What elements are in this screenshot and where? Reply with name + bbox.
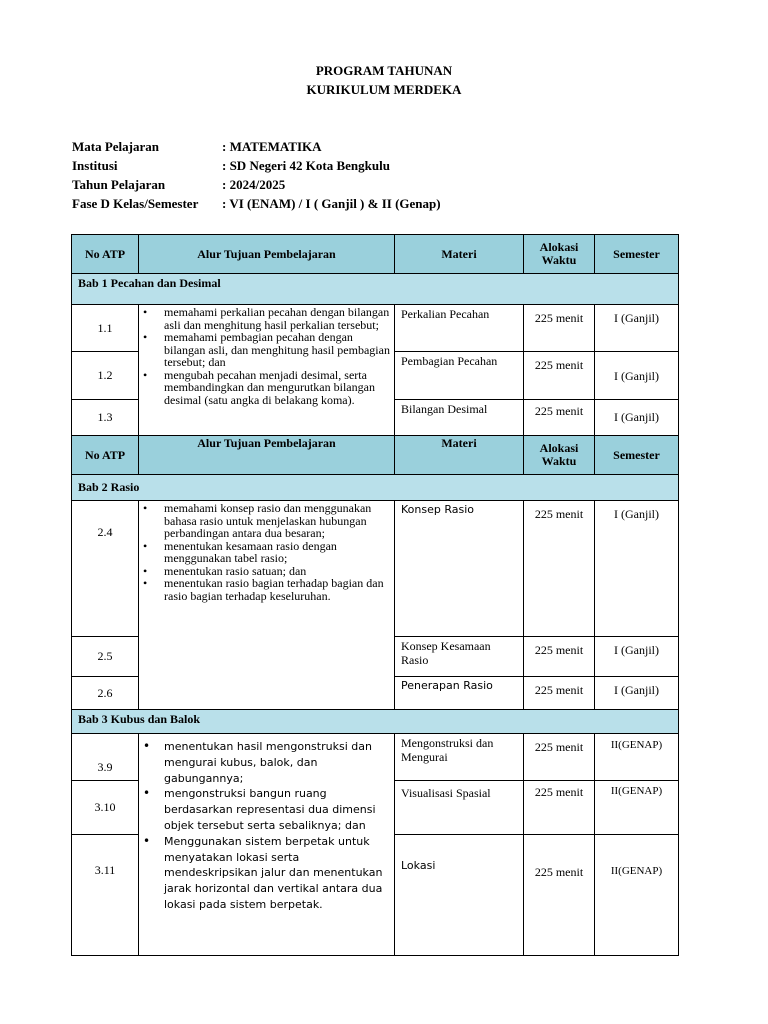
row-no: 1.3 bbox=[71, 399, 139, 436]
row-semester: I (Ganjil) bbox=[594, 676, 679, 710]
header-alur: Alur Tujuan Pembelajaran bbox=[138, 435, 395, 475]
info-label: Fase D Kelas/Semester bbox=[72, 196, 199, 211]
row-no: 3.9 bbox=[71, 733, 139, 781]
row-semester: I (Ganjil) bbox=[594, 304, 679, 352]
row-alokasi: 225 menit bbox=[523, 834, 595, 956]
list-item: • menentukan rasio satuan; dan bbox=[141, 565, 391, 578]
header-no-atp: No ATP bbox=[71, 435, 139, 475]
info-label: Institusi bbox=[72, 158, 118, 173]
atp-list-bab1 bbox=[141, 306, 391, 406]
row-alokasi: 225 menit bbox=[523, 636, 595, 677]
row-alokasi: 225 menit bbox=[523, 676, 595, 710]
row-materi: Penerapan Rasio bbox=[394, 676, 524, 710]
row-semester: II(GENAP) bbox=[594, 733, 679, 781]
row-materi: Pembagian Pecahan bbox=[394, 351, 524, 400]
row-no: 3.11 bbox=[71, 834, 139, 956]
row-semester: I (Ganjil) bbox=[594, 351, 679, 400]
atp-list-bab3 bbox=[141, 739, 386, 913]
row-no: 2.4 bbox=[71, 500, 139, 637]
list-item: • mengonstruksi bangun ruang berdasarkan representasi dua dimensi objek tersebut serta sebaliknya; dan bbox=[141, 786, 386, 833]
header-no-atp: No ATP bbox=[71, 234, 139, 274]
atp-list-bab2 bbox=[141, 502, 391, 602]
row-no: 3.10 bbox=[71, 780, 139, 835]
list-item: • memahami konsep rasio dan menggunakan bahasa rasio untuk menjelaskan hubungan perbandingan antara dua besaran; bbox=[141, 502, 391, 540]
chapter-band-bab3: Bab 3 Kubus dan Balok bbox=[71, 709, 679, 734]
row-no: 1.2 bbox=[71, 351, 139, 400]
row-alokasi: 225 menit bbox=[523, 399, 595, 436]
row-alokasi: 225 menit bbox=[523, 351, 595, 400]
header-alur: Alur Tujuan Pembelajaran bbox=[138, 234, 395, 274]
header-materi: Materi bbox=[394, 234, 524, 274]
header-alokasi: Alokasi Waktu bbox=[523, 234, 595, 274]
row-no: 1.1 bbox=[71, 304, 139, 352]
row-semester: I (Ganjil) bbox=[594, 636, 679, 677]
list-item: • mengubah pecahan menjadi desimal, serta membandingkan dan mengurutkan bilangan desimal (satu angka di belakang koma). bbox=[141, 369, 391, 407]
chapter-band-bab2: Bab 2 Rasio bbox=[71, 474, 679, 501]
info-value: : SD Negeri 42 Kota Bengkulu bbox=[222, 158, 390, 173]
list-item: • menentukan kesamaan rasio dengan menggunakan tabel rasio; bbox=[141, 540, 391, 565]
info-value: : VI (ENAM) / I ( Ganjil ) & II (Genap) bbox=[222, 196, 441, 211]
header-semester: Semester bbox=[594, 435, 679, 475]
list-item: • memahami perkalian pecahan dengan bilangan asli dan menghitung hasil perkalian tersebut; bbox=[141, 306, 391, 331]
row-materi: Perkalian Pecahan bbox=[394, 304, 524, 352]
row-alokasi: 225 menit bbox=[523, 500, 595, 637]
program-table bbox=[71, 234, 679, 956]
row-materi: Visualisasi Spasial bbox=[394, 780, 524, 835]
row-alokasi: 225 menit bbox=[523, 304, 595, 352]
row-materi: Lokasi bbox=[394, 834, 524, 956]
header-materi: Materi bbox=[394, 435, 524, 475]
row-semester: II(GENAP) bbox=[594, 834, 679, 956]
row-semester: I (Ganjil) bbox=[594, 500, 679, 637]
row-no: 2.6 bbox=[71, 676, 139, 710]
row-semester: I (Ganjil) bbox=[594, 399, 679, 436]
document-subtitle: KURIKULUM MERDEKA bbox=[306, 82, 462, 97]
row-materi: Konsep Rasio bbox=[394, 500, 524, 637]
info-value: : MATEMATIKA bbox=[222, 139, 322, 154]
document-title: PROGRAM TAHUNAN bbox=[315, 63, 453, 78]
row-alokasi: 225 menit bbox=[523, 780, 595, 835]
list-item: • Menggunakan sistem berpetak untuk menyatakan lokasi serta mendeskripsikan jalur dan menentukan jarak horizontal dan vertikal antara dua lokasi pada sistem berpetak. bbox=[141, 834, 386, 913]
row-materi: Bilangan Desimal bbox=[394, 399, 524, 436]
header-semester: Semester bbox=[594, 234, 679, 274]
list-item: • memahami pembagian pecahan dengan bilangan asli, dan menghitung hasil pembagian tersebut; dan bbox=[141, 331, 391, 369]
info-label: Mata Pelajaran bbox=[72, 139, 160, 154]
row-semester: II(GENAP) bbox=[594, 780, 679, 835]
list-item: • menentukan hasil mengonstruksi dan mengurai kubus, balok, dan gabungannya; bbox=[141, 739, 386, 786]
row-materi: Konsep Kesamaan Rasio bbox=[394, 636, 524, 677]
header-alokasi: Alokasi Waktu bbox=[523, 435, 595, 475]
info-label: Tahun Pelajaran bbox=[72, 177, 166, 192]
row-materi: Mengonstruksi dan Mengurai bbox=[394, 733, 524, 781]
row-alokasi: 225 menit bbox=[523, 733, 595, 781]
info-value: : 2024/2025 bbox=[222, 177, 286, 192]
list-item: • menentukan rasio bagian terhadap bagian dan rasio bagian terhadap keseluruhan. bbox=[141, 577, 391, 602]
chapter-band-bab1: Bab 1 Pecahan dan Desimal bbox=[71, 273, 679, 305]
row-no: 2.5 bbox=[71, 636, 139, 677]
